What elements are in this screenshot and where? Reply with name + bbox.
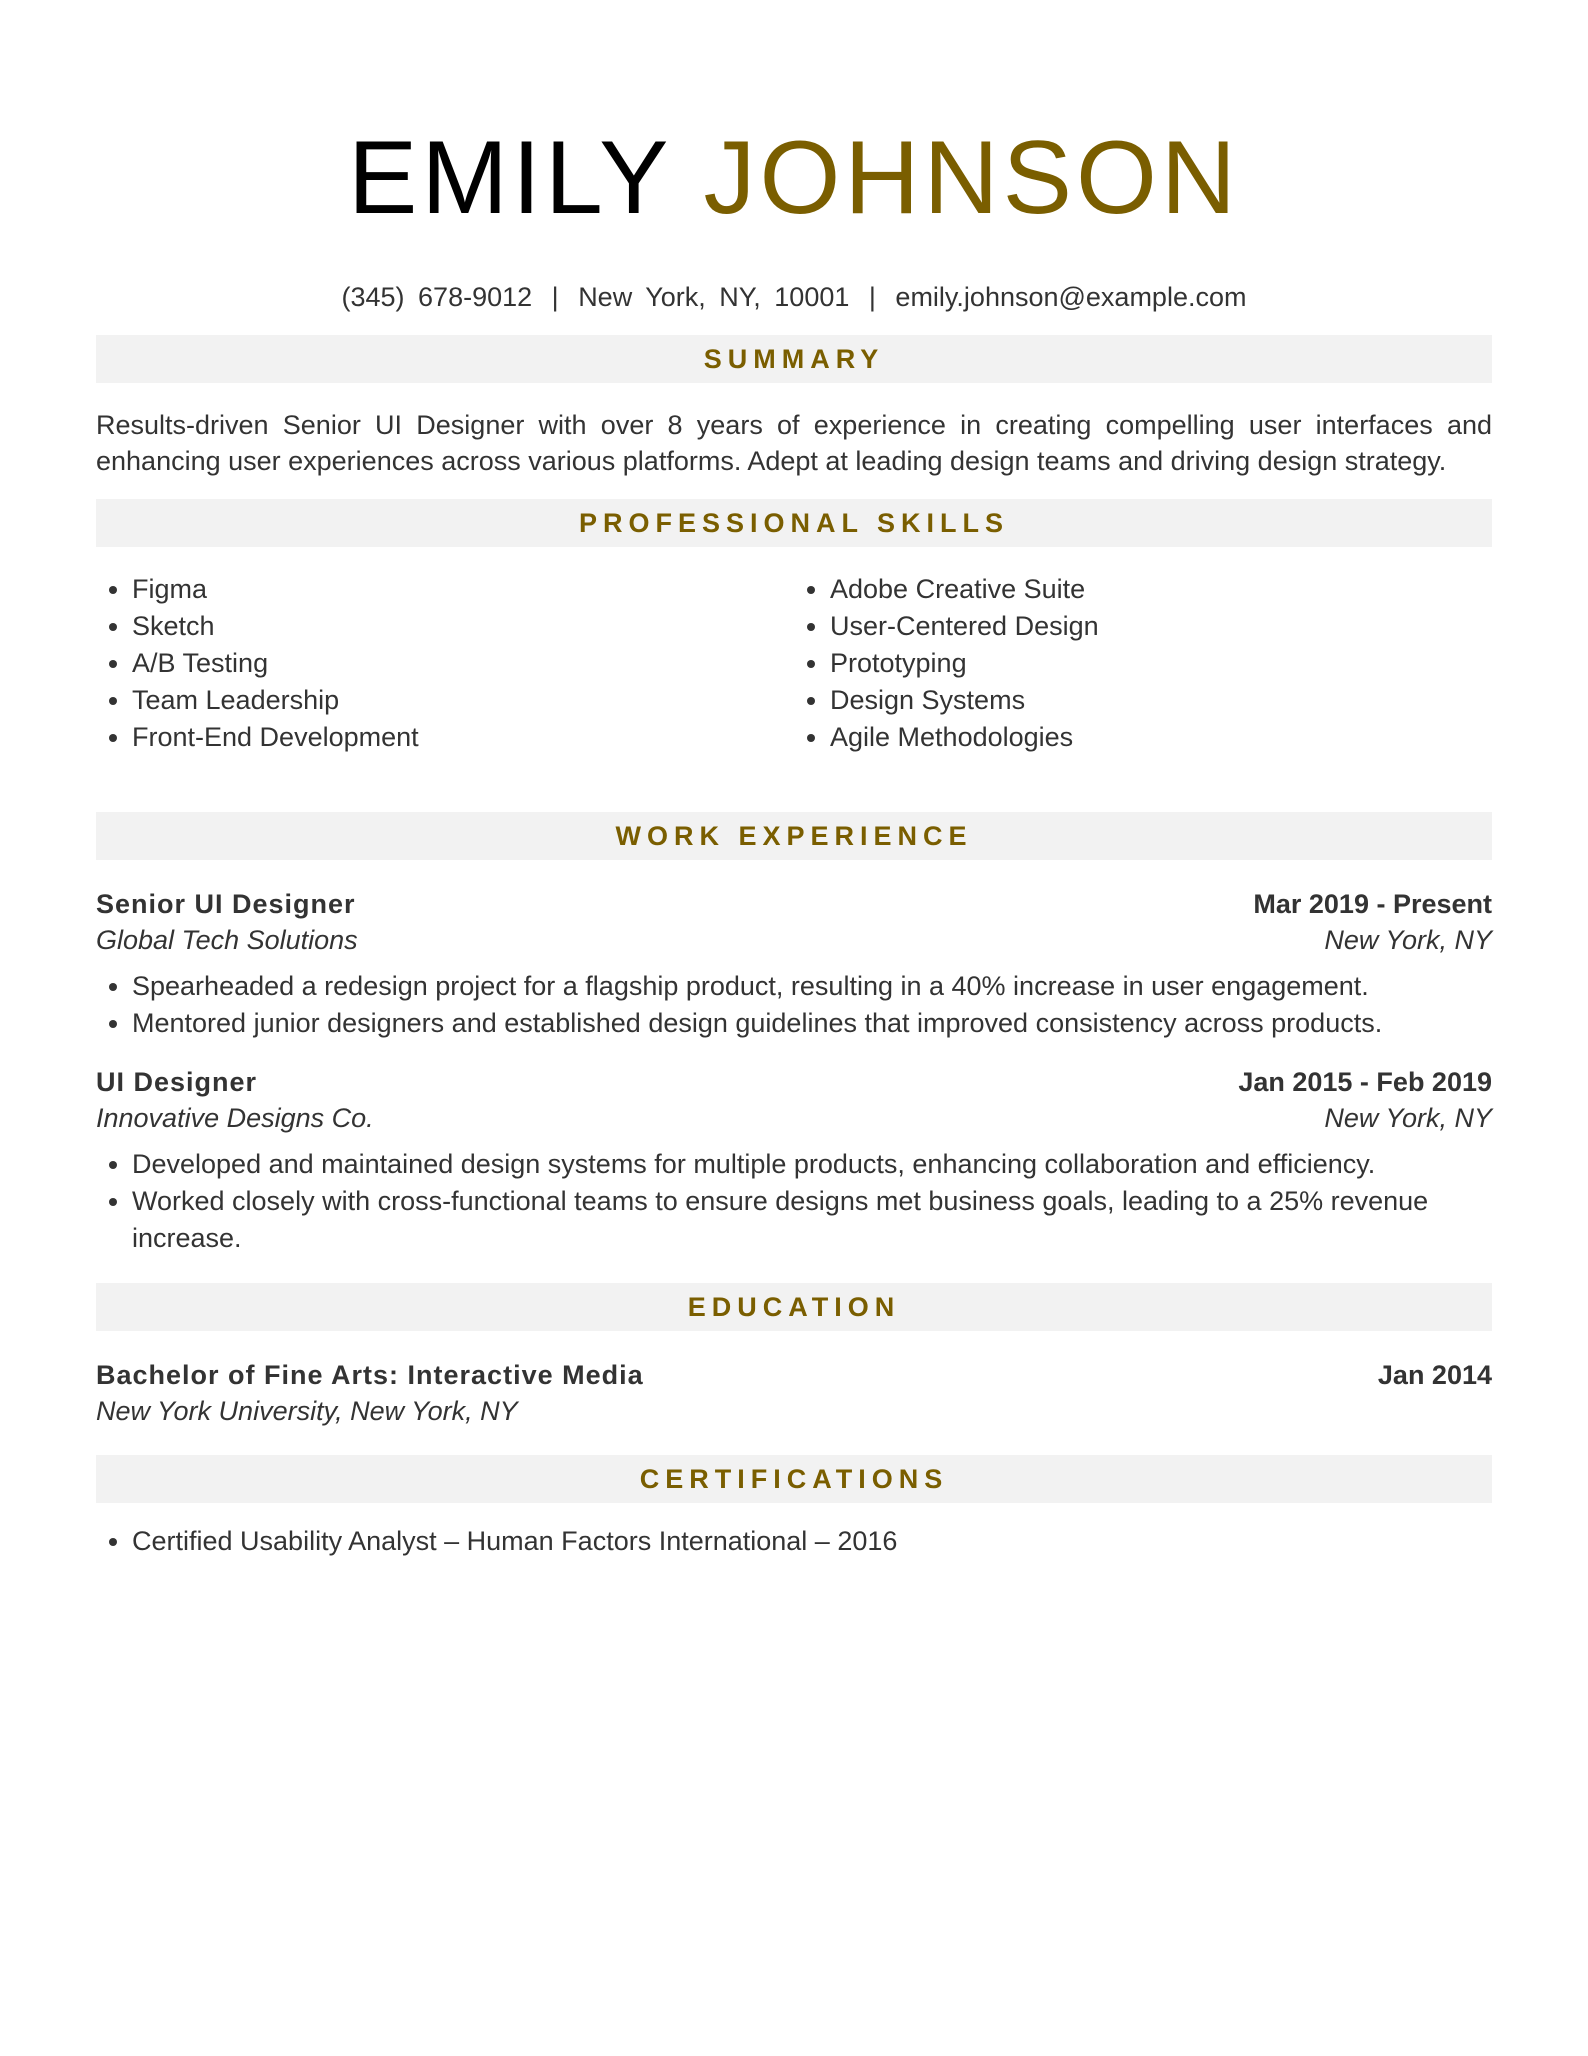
skill-item: • Prototyping [830,645,1492,682]
skills-heading: PROFESSIONAL SKILLS [96,499,1492,547]
last-name: JOHNSON [703,120,1240,236]
email: emily.johnson@example.com [895,282,1247,312]
education-entry [96,1357,1492,1429]
skill-item: • Front-End Development [132,719,794,756]
skills-list [96,571,1492,756]
job-bullet: • Mentored junior designers and established design guidelines that improved consistency across products. [132,1005,1492,1042]
school: New York University, New York, NY [96,1396,518,1426]
certifications-list [96,1523,1492,1560]
first-name: EMILY [348,120,671,236]
skill-item: • User-Centered Design [830,608,1492,645]
job-title: Senior UI Designer [96,889,356,919]
location: New York, NY, 10001 [578,282,850,312]
summary-heading: SUMMARY [96,335,1492,383]
job-bullet: • Spearheaded a redesign project for a flagship product, resulting in a 40% increase in user engagement. [132,968,1492,1005]
education-heading: EDUCATION [96,1283,1492,1331]
job-bullet: • Worked closely with cross-functional teams to ensure designs met business goals, leading to a 25% revenue increase. [132,1183,1492,1257]
contact-separator: | [868,282,876,312]
job-dates: Mar 2019 - Present [1253,889,1492,919]
job-bullets [96,968,1492,1042]
skill-item: • Team Leadership [132,682,794,719]
skill-item: • A/B Testing [132,645,794,682]
skill-item: • Sketch [132,608,794,645]
certifications-heading: CERTIFICATIONS [96,1455,1492,1503]
skill-item: • Agile Methodologies [830,719,1492,756]
job-bullet: • Developed and maintained design systems for multiple products, enhancing collaboration and efficiency. [132,1146,1492,1183]
job-entry [96,886,1492,1042]
job-company: Innovative Designs Co. [96,1103,374,1133]
job-location: New York, NY [1324,925,1492,955]
skill-item: • Figma [132,571,794,608]
skills-column-left [96,571,794,756]
phone: (345) 678-9012 [341,282,533,312]
skill-item: • Design Systems [830,682,1492,719]
job-company: Global Tech Solutions [96,925,358,955]
certification-item: • Certified Usability Analyst – Human Factors International – 2016 [132,1523,1492,1560]
skills-column-right [794,571,1492,756]
experience-heading: WORK EXPERIENCE [96,812,1492,860]
summary-text: Results-driven Senior UI Designer with over 8 years of experience in creating compelling user interfaces and enhancing user experiences across various platforms. Adept at leading design teams and driving design strategy. [96,410,1492,476]
candidate-name [96,118,1492,238]
job-title: UI Designer [96,1067,258,1097]
contact-separator: | [551,282,559,312]
job-entry [96,1064,1492,1257]
job-dates: Jan 2015 - Feb 2019 [1238,1067,1492,1097]
education-date: Jan 2014 [1377,1360,1492,1390]
job-bullets [96,1146,1492,1257]
skill-item: • Adobe Creative Suite [830,571,1492,608]
contact-line [96,282,1492,313]
job-location: New York, NY [1324,1103,1492,1133]
degree: Bachelor of Fine Arts: Interactive Media [96,1360,644,1390]
